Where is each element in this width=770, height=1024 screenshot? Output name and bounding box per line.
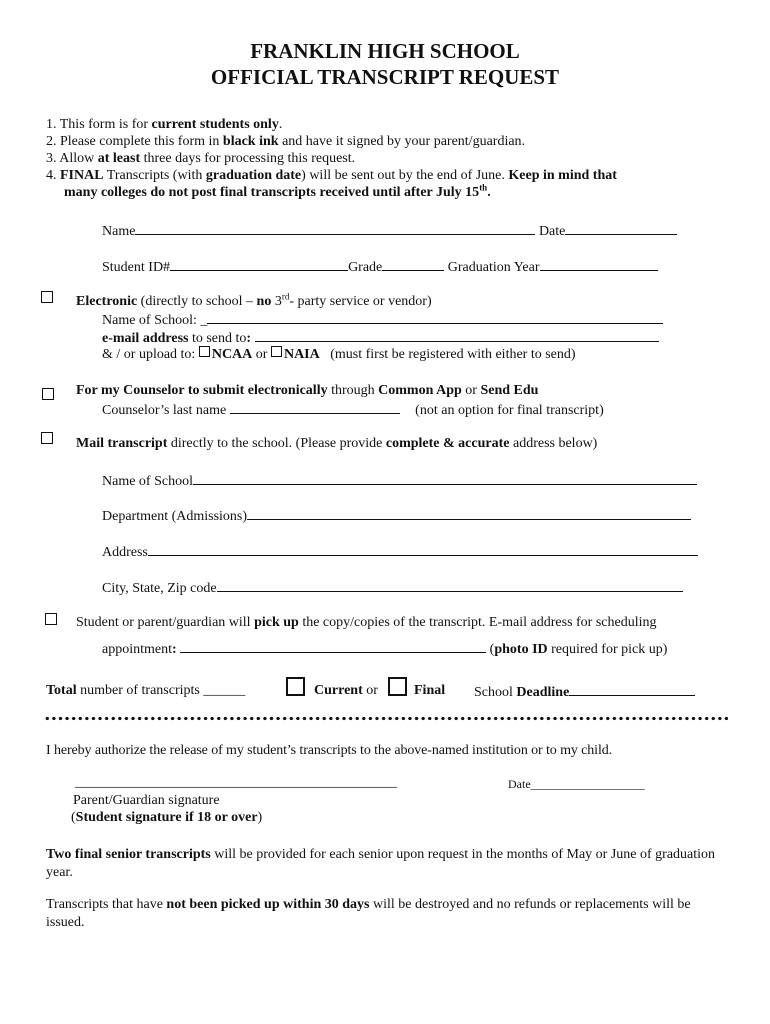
signature-date[interactable]: Date___________________ bbox=[508, 777, 645, 791]
grade-field[interactable] bbox=[382, 257, 444, 271]
naia-checkbox[interactable] bbox=[271, 346, 282, 357]
current-checkbox[interactable] bbox=[286, 677, 305, 696]
counselor-checkbox[interactable] bbox=[42, 388, 54, 400]
pickup-appointment-row: appointment: (photo ID required for pick up) bbox=[102, 639, 667, 658]
instruction-3: 3. Allow at least three days for processing this request. bbox=[46, 151, 356, 166]
signature-line[interactable]: ______________________________________________ bbox=[75, 775, 397, 790]
mail-city-field[interactable] bbox=[217, 578, 683, 592]
electronic-school-row: Name of School: _ bbox=[102, 310, 663, 329]
form-title: OFFICIAL TRANSCRIPT REQUEST bbox=[210, 65, 560, 89]
electronic-upload-row: & / or upload to: NCAA or NAIA (must first be registered with either to send) bbox=[102, 347, 576, 362]
mail-label: Mail transcript directly to the school. (Please provide complete & accurate address below) bbox=[76, 436, 598, 451]
dotted-divider bbox=[44, 716, 728, 721]
mail-school-field[interactable] bbox=[193, 471, 697, 485]
graduation-year-field[interactable] bbox=[540, 257, 658, 271]
authorization-text: I hereby authorize the release of my student’s transcripts to the above-named institution or to my child. bbox=[46, 743, 613, 758]
instruction-4-cont: many colleges do not post final transcripts received until after July 15th. bbox=[64, 182, 491, 200]
final-transcripts-note: Two final senior transcripts will be provided for each senior upon request in the months of May or June of graduation year. bbox=[46, 847, 716, 880]
electronic-checkbox[interactable] bbox=[41, 291, 53, 303]
parent-signature-label: Parent/Guardian signature bbox=[73, 793, 220, 808]
pickup-email-field[interactable] bbox=[180, 639, 486, 653]
final-label: Final bbox=[414, 683, 446, 698]
electronic-school-field[interactable] bbox=[207, 310, 663, 324]
instruction-2: 2. Please complete this form in black ink and have it signed by your parent/guardian. bbox=[46, 134, 526, 149]
ncaa-checkbox[interactable] bbox=[199, 346, 210, 357]
mail-department-field[interactable] bbox=[247, 506, 691, 520]
mail-address-row: Address bbox=[102, 542, 698, 561]
destroy-note: Transcripts that have not been picked up within 30 days will be destroyed and no refunds or replacements will be issued. bbox=[46, 897, 691, 930]
student-signature-label: (Student signature if 18 or over) bbox=[71, 810, 263, 825]
counselor-name-row: Counselor’s last name (not an option for final transcript) bbox=[102, 400, 604, 419]
deadline-field[interactable] bbox=[569, 682, 695, 696]
mail-school-row: Name of School bbox=[102, 471, 697, 490]
counselor-label: For my Counselor to submit electronically through Common App or Send Edu bbox=[76, 383, 539, 398]
electronic-label: Electronic (directly to school – no 3rd- party service or vendor) bbox=[76, 291, 432, 309]
name-field[interactable] bbox=[135, 221, 535, 235]
mail-department-row: Department (Admissions) bbox=[102, 506, 691, 525]
electronic-email-row: e-mail address to send to: bbox=[102, 328, 659, 347]
electronic-email-field[interactable] bbox=[255, 328, 659, 342]
student-row: Student ID# Grade Graduation Year bbox=[102, 257, 658, 276]
pickup-checkbox[interactable] bbox=[45, 613, 57, 625]
school-name: FRANKLIN HIGH SCHOOL bbox=[250, 39, 520, 63]
instruction-1: 1. This form is for current students only. bbox=[46, 117, 283, 132]
counselor-name-field[interactable] bbox=[230, 400, 400, 414]
date-field[interactable] bbox=[565, 221, 677, 235]
total-row: Total number of transcripts ______ bbox=[46, 683, 246, 698]
name-row: Name Date bbox=[102, 221, 677, 240]
instruction-4: 4. FINAL Transcripts (with graduation date) will be sent out by the end of June. Keep in mind that bbox=[46, 168, 617, 183]
mail-address-field[interactable] bbox=[148, 542, 698, 556]
mail-checkbox[interactable] bbox=[41, 432, 53, 444]
pickup-label: Student or parent/guardian will pick up the copy/copies of the transcript. E-mail address for scheduling bbox=[76, 615, 657, 630]
deadline-row: School Deadline bbox=[474, 682, 695, 701]
final-checkbox[interactable] bbox=[388, 677, 407, 696]
student-id-field[interactable] bbox=[170, 257, 348, 271]
mail-city-row: City, State, Zip code bbox=[102, 578, 683, 597]
current-label: Current or bbox=[314, 683, 378, 698]
